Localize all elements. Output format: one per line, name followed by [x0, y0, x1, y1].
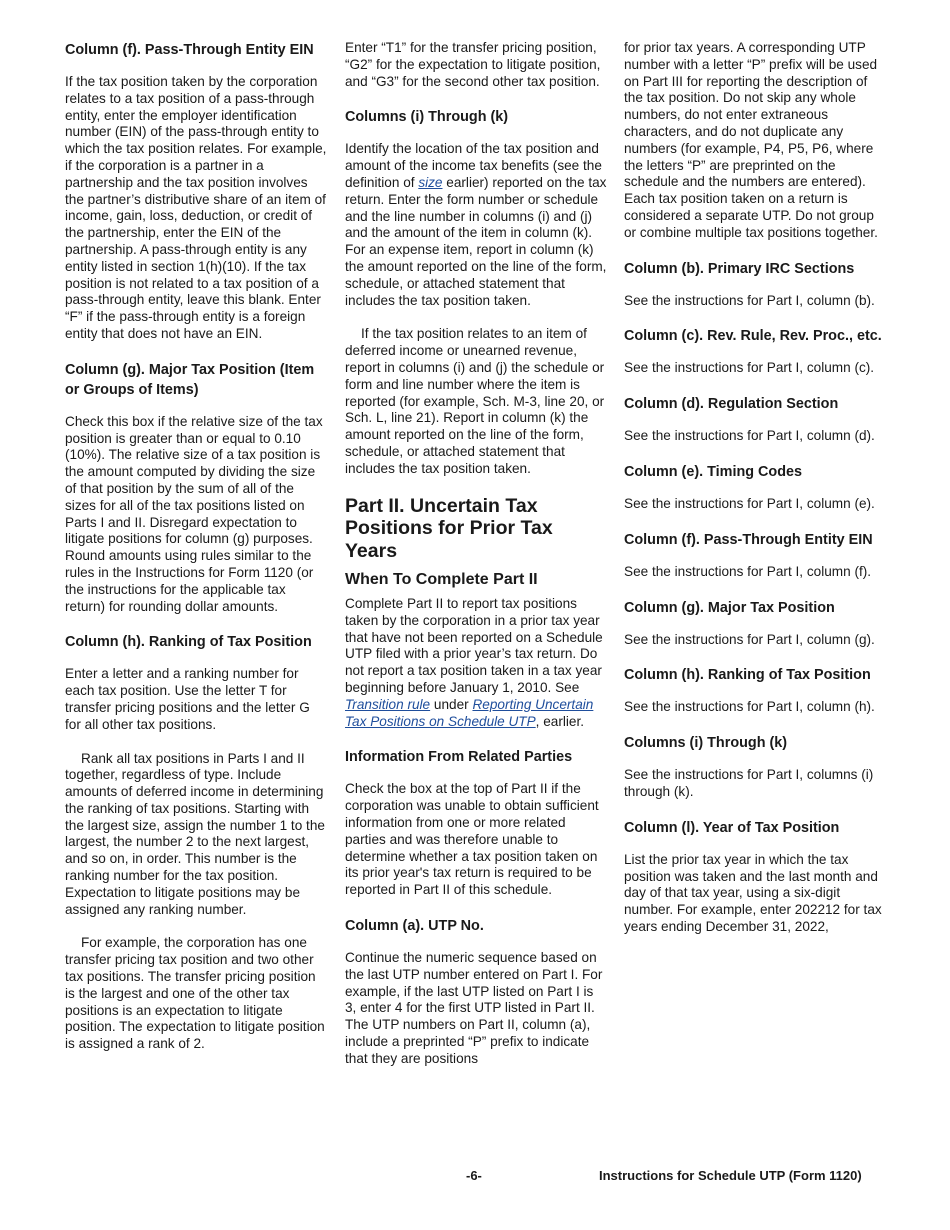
heading-column-a: Column (a). UTP No.	[345, 917, 484, 934]
paragraph-column-b: See the instructions for Part I, column (b).	[624, 292, 875, 308]
paragraph-continuation: Enter “T1” for the transfer pricing position, “G2” for the expectation to litigate position, and “G3” for the second other tax position.	[345, 40, 601, 89]
paragraph-column-a: Continue the numeric sequence based on the last UTP number entered on Part I. For example, if the last UTP listed on Part I is 3, enter 4 for the first UTP listed in Part II. The UTP numbers on Part II, column (a), include a preprinted “P” prefix to indicate that they are positions	[345, 949, 603, 1066]
paragraph-column-h: See the instructions for Part I, column (h).	[624, 699, 875, 715]
heading-related-parties: Information From Related Parties	[345, 749, 573, 766]
paragraph-column-h-3: For example, the corporation has one transfer pricing tax position and two other tax positions. The transfer pricing position is the largest and one of the other tax positions is an expectation to litigate position. The expectation to litigate position is assigned a rank of 2.	[65, 935, 325, 1052]
part-2-title: Part II. Uncertain Tax Positions for Prior Tax Years	[345, 494, 553, 562]
column-right	[624, 40, 888, 953]
paragraph-column-f: See the instructions for Part I, column (f).	[624, 563, 872, 579]
page-number: -6-	[466, 1168, 482, 1183]
heading-column-h: Column (h). Ranking of Tax Position	[624, 667, 871, 684]
text-segment: Complete Part II to report tax positions taken by the corporation in a prior tax year that have not been reported on a Schedule UTP filed with a prior year’s tax return. Do not report a tax position taken in a tax year beginning before January 1, 2010. See	[345, 596, 603, 696]
heading-column-l: Column (l). Year of Tax Position	[624, 819, 840, 836]
paragraph-continuation: for prior tax years. A corresponding UTP number with a letter “P” prefix will be used on Part III for reporting the description of the tax position. Do not skip any whole numbers, do not enter extraneous characters, and do not duplicate any numbers (for example, P4, P5, P6, where the letters “P” are preprinted on the schedule and the numbers are entered). Each tax position taken on a return is considered a separate UTP. Do not group or combine multiple tax positions together.	[624, 40, 878, 240]
document-title-footer: Instructions for Schedule UTP (Form 1120)	[599, 1168, 862, 1183]
heading-columns-i-k: Columns (i) Through (k)	[345, 109, 509, 126]
paragraph-when-to-complete	[345, 596, 607, 730]
transition-rule-link[interactable]: Transition rule	[345, 696, 431, 712]
paragraph-column-e: See the instructions for Part I, column (e).	[624, 495, 875, 511]
heading-columns-i-k: Columns (i) Through (k)	[624, 735, 788, 752]
paragraph-column-l: List the prior tax year in which the tax position was taken and the last month and day of that tax year, using a six-digit number. For example, enter 202212 for tax years ending December 31, 2022,	[624, 851, 882, 934]
heading-column-b: Column (b). Primary IRC Sections	[624, 260, 855, 277]
text-segment: earlier) reported on the tax return. Enter the form number or schedule and the line number in columns (i) and (j) and the amount of the item in column (k). For an expense item, report in column (k) the amount reported on the line of the form, schedule, or attached statement that includes the tax position taken.	[345, 174, 607, 308]
heading-when-to-complete: When To Complete Part II	[345, 571, 538, 589]
size-link[interactable]: size	[418, 174, 443, 190]
paragraph-column-h-1: Enter a letter and a ranking number for each tax position. Use the letter T for transfer pricing positions and the letter G for all other tax positions.	[65, 666, 310, 732]
heading-column-h: Column (h). Ranking of Tax Position	[65, 634, 312, 651]
paragraph-columns-i-k: See the instructions for Part I, columns (i) through (k).	[624, 767, 874, 799]
paragraph-column-g: See the instructions for Part I, column (g).	[624, 631, 875, 647]
text-segment: under	[430, 696, 473, 712]
heading-column-f: Column (f). Pass-Through Entity EIN	[624, 531, 873, 548]
column-left	[65, 40, 327, 1070]
paragraph-column-f: If the tax position taken by the corporation relates to a tax position of a pass-through entity, enter the employer identification number (EIN) of the pass-through entity to which the tax position relates. For example, if the corporation is a partner in a partnership and the tax position involves the partner’s distributive share of an item of income, gain, loss, deduction, or credit of the partnership, enter the EIN of the partnership. A pass-through entity is any entity listed in section 1(h)(10). If the tax position is not related to a tax position of a pass-through entity, leave this blank. Enter “F” if the pass-through entity is a foreign entity that does not have an EIN.	[65, 74, 327, 341]
column-middle	[345, 40, 607, 1085]
heading-column-c: Column (c). Rev. Rule, Rev. Proc., etc.	[624, 328, 882, 345]
heading-column-d: Column (d). Regulation Section	[624, 396, 839, 413]
heading-column-g: Column (g). Major Tax Position	[624, 599, 835, 616]
paragraph-related-parties: Check the box at the top of Part II if the corporation was unable to obtain sufficient information from one or more related parties and was therefore unable to determine whether a tax position taken on its prior year's tax return is required to be reported in Part II of this schedule.	[345, 781, 599, 898]
paragraph-column-h-2: Rank all tax positions in Parts I and II together, regardless of type. Include amounts of deferred income in determining the ranking of tax positions. Starting with the largest size, assign the number 1 to the largest, the number 2 to the next largest, and so on, in order. This number is the ranking number for the tax position. Expectation to litigate positions may be assigned any ranking number.	[65, 750, 325, 917]
paragraph-columns-i-k-1	[345, 141, 607, 309]
reporting-utp-link[interactable]: Reporting Uncertain Tax Positions on Schedule UTP	[345, 696, 594, 729]
text-segment: Identify the location of the tax position and amount of the income tax benefits (see the definition of	[345, 141, 602, 190]
heading-column-e: Column (e). Timing Codes	[624, 463, 803, 480]
heading-column-g: Column (g). Major Tax Position (Item or Groups of Items)	[65, 361, 315, 398]
paragraph-column-d: See the instructions for Part I, column (d).	[624, 428, 875, 444]
paragraph-columns-i-k-2: If the tax position relates to an item of deferred income or unearned revenue, report in columns (i) and (j) the schedule or form and line number where the item is reported (for example, Sch. M-3, line 20, or Sch. L, line 21). Report in column (k) the amount reported on the line of the form, schedule, or attached statement that includes the tax position taken.	[345, 326, 605, 476]
heading-column-f: Column (f). Pass-Through Entity EIN	[65, 42, 314, 58]
text-segment: , earlier.	[535, 713, 585, 729]
paragraph-column-c: See the instructions for Part I, column (c).	[624, 360, 875, 376]
paragraph-column-g: Check this box if the relative size of the tax position is greater than or equal to 0.10 (10%). The relative size of a tax position is the amount computed by dividing the size of that position by the sum of all of the sizes for all of the tax positions listed on Parts I and II. Disregard expectation to litigate positions for column (g) purposes. Round amounts using rules similar to the rules in the Instructions for Form 1120 (or the instructions for the applicable tax return) for rounding dollar amounts.	[65, 413, 323, 614]
